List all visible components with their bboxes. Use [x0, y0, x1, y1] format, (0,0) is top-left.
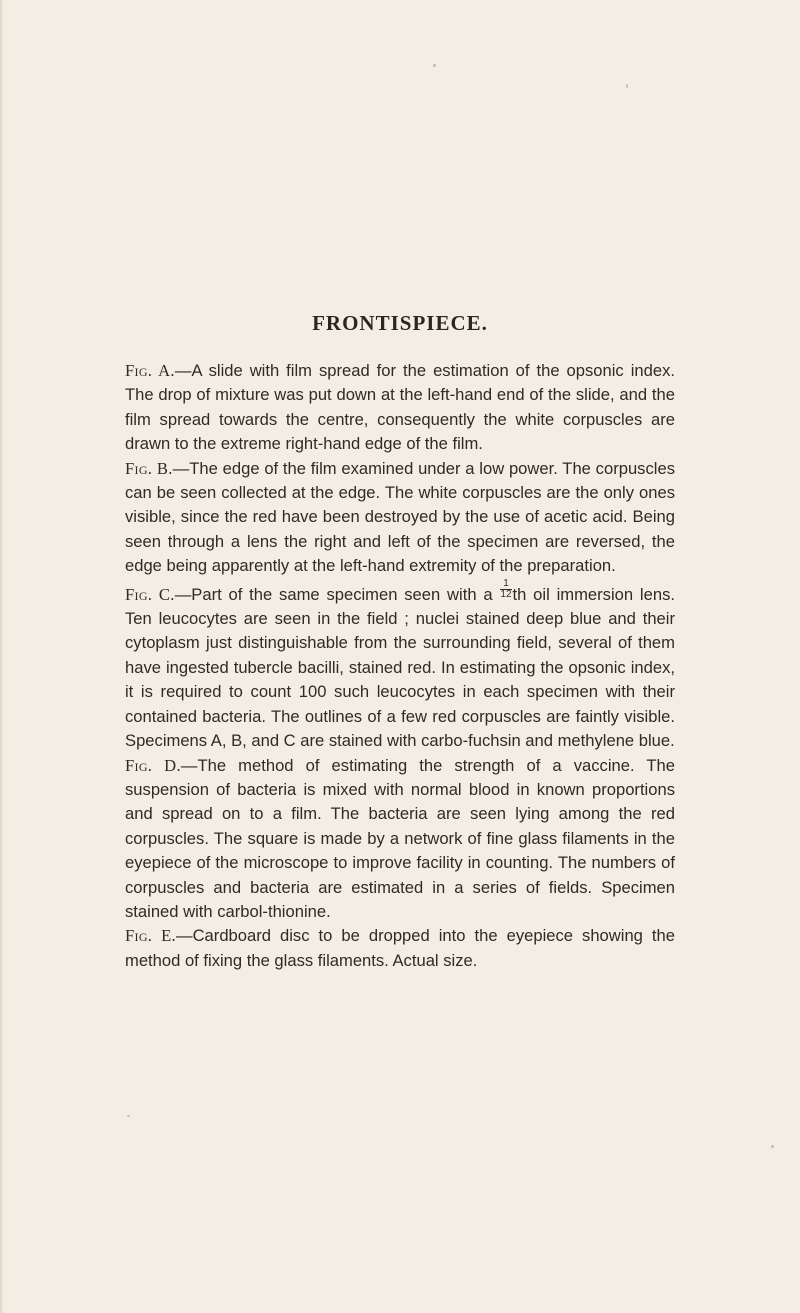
caption-text: —Cardboard disc to be dropped into the eyepiece showing the method of fixing the glass filaments. Actual size. [125, 926, 675, 970]
caption-fig-c [125, 579, 675, 754]
fig-label: Fig. D. [125, 755, 181, 775]
paper-speck [433, 64, 436, 67]
caption-text: —A slide with film spread for the estimation of the opsonic index. The drop of mixture was put down at the left-hand end of the slide, and the film spread towards the centre, consequently the white corpuscles are drawn to the extreme right-hand edge of the film. [125, 361, 675, 454]
fig-label: Fig. A. [125, 361, 175, 380]
caption-fig-d [125, 754, 675, 925]
page-edge-shadow [0, 0, 4, 1313]
paper-speck [127, 1115, 130, 1117]
fraction-denominator: 12 [500, 588, 512, 600]
paper-speck [771, 1145, 774, 1148]
caption-text: —The method of estimating the strength of a vaccine. The suspension of bacteria is mixed with normal blood in known proportions and spread on to a film. The bacteria are seen lying among the red corpuscles. The square is made by a network of fine glass filaments in the eyepiece of the microscope to improve facility in counting. The numbers of corpuscles and bacteria are estimated in a series of fields. Specimen stained with carbol-thionine. [125, 755, 675, 921]
fig-label: Fig. C. [125, 584, 175, 604]
caption-fig-a [125, 359, 675, 457]
caption-fig-e [125, 924, 675, 973]
fig-label: Fig. E. [125, 926, 176, 946]
frontispiece-captions [125, 359, 675, 973]
fig-label: Fig. B. [125, 458, 173, 478]
caption-fig-b [125, 457, 675, 579]
caption-text: th oil immersion lens. Ten leucocytes are seen in the field ; nuclei stained deep blue and their cytoplasm just distinguishable from the surrounding field, several of them have ingested tubercle bacilli, stained red. In estimating the opsonic index, it is required to count 100 such leucocytes in each specimen with their contained bacteria. The outlines of a few red corpuscles are faintly visible. Specimens A, B, and C are stained with carbo-fuchsin and methylene blue. [125, 584, 675, 751]
caption-text: —Part of the same specimen seen with a [174, 584, 500, 604]
caption-text: —The edge of the film examined under a low power. The corpuscles can be seen collected at the edge. The white corpuscles are the only ones visible, since the red have been destroyed by the use of acetic acid. Being seen through a lens the right and left of the specimen are reversed, the edge being apparently at the left-hand extremity of the preparation. [125, 458, 675, 576]
paper-speck [626, 84, 628, 88]
page-title: FRONTISPIECE. [312, 311, 488, 335]
fraction [500, 579, 511, 600]
fraction-numerator: 1 [500, 579, 511, 590]
